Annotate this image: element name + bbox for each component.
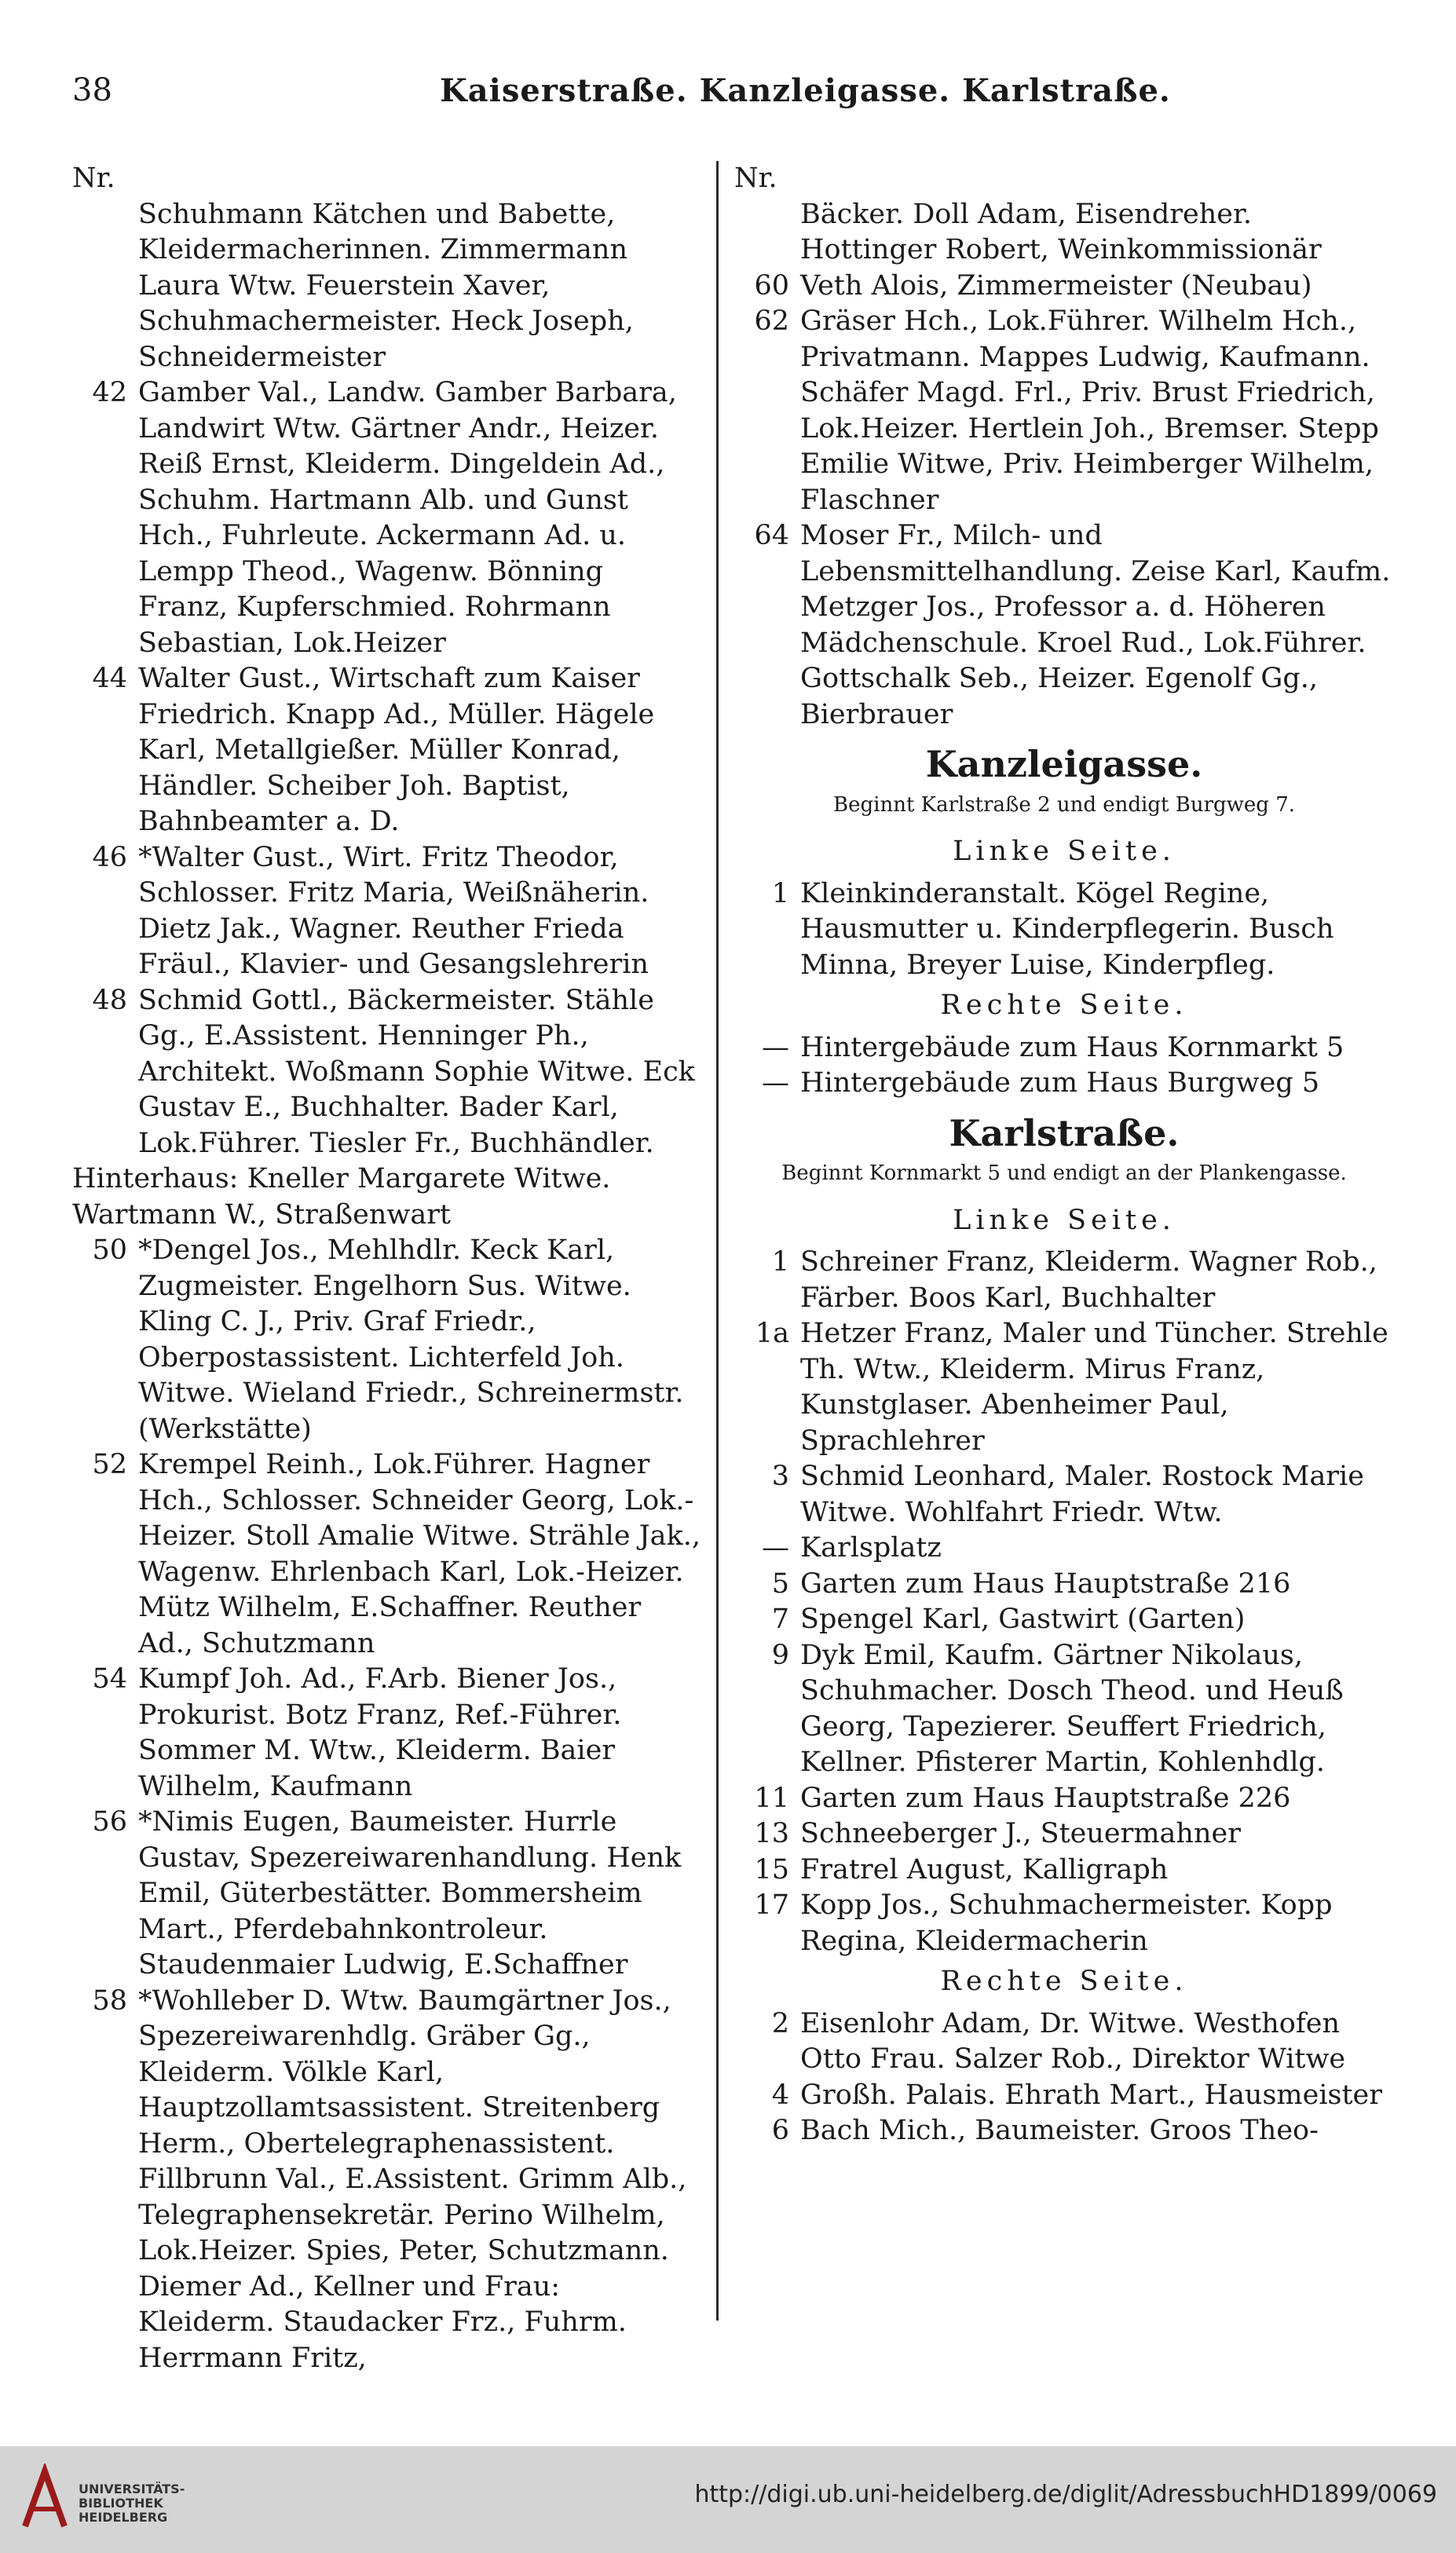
address-entry bbox=[72, 1805, 701, 1984]
side-title: Rechte Seite. bbox=[940, 1966, 1188, 1997]
address-entry bbox=[734, 1816, 1394, 1853]
library-name-line: HEIDELBERG bbox=[79, 2510, 168, 2525]
side-title: Linke Seite. bbox=[953, 836, 1176, 867]
entry-text: Hinterhaus: Kneller Margarete Witwe. Wartmann W., Straßenwart bbox=[72, 1163, 611, 1231]
address-entry bbox=[72, 1233, 701, 1447]
nr-heading: Nr. bbox=[72, 163, 115, 194]
address-entry bbox=[72, 1161, 701, 1233]
entry-text: Walter Gust., Wirtschaft zum Kaiser Friedrich. Knapp Ad., Müller. Hägele Karl, Metallgießer. Müller Konrad, Händler. Scheiber Joh. Baptist, Bahnbeamter a. D. bbox=[138, 663, 655, 837]
address-entry bbox=[734, 1602, 1394, 1638]
entry-text: Moser Fr., Milch- und Lebensmittelhandlung. Zeise Karl, Kaufm. Metzger Jos., Professor a. d. Höheren Mädchenschule. Kroel Rud., Lok.Führer. Gottschalk Seb., Heizer. Egenolf Gg., Bierbrauer bbox=[800, 520, 1391, 730]
address-entry bbox=[734, 518, 1394, 733]
house-number: — bbox=[762, 1031, 789, 1063]
address-entry bbox=[734, 1316, 1394, 1459]
street-title: Kanzleigasse. bbox=[925, 743, 1203, 785]
footer-bar bbox=[0, 2446, 1456, 2553]
entry-text: Schmid Leonhard, Maler. Rostock Marie Witwe. Wohlfahrt Friedr. Wtw. bbox=[800, 1461, 1364, 1528]
entry-text: *Wohlleber D. Wtw. Baumgärtner Jos., Spezereiwarenhdlg. Gräber Gg., Kleiderm. Völkle Karl, Hauptzollamtsassistent. Streitenberg Herm., Obertelegraphenassistent. Fillbrunn Val., E.Assistent. Grimm Alb., Telegraphensekretär. Perino Wilhelm, Lok.Heizer. Spies, Peter, Schutzmann. Diemer Ad., Kellner und Frau: Kleiderm. Staudacker Frz., Fuhrm. Herrmann Fritz, bbox=[138, 1984, 687, 2374]
address-entry bbox=[734, 1066, 1394, 1102]
address-entry bbox=[734, 1853, 1394, 1889]
right-column bbox=[734, 161, 1394, 2149]
address-entry bbox=[734, 1638, 1394, 1781]
house-number: 11 bbox=[754, 1782, 789, 1814]
address-entry bbox=[734, 1531, 1394, 1567]
address-entry bbox=[72, 661, 701, 840]
address-entry bbox=[734, 876, 1394, 984]
source-url[interactable]: http://digi.ub.uni-heidelberg.de/diglit/AdressbuchHD1899/0069 bbox=[694, 2481, 1437, 2508]
entry-text: Großh. Palais. Ehrath Mart., Hausmeister bbox=[800, 2079, 1382, 2111]
house-number: 1a bbox=[755, 1318, 789, 1349]
address-entry bbox=[734, 1459, 1394, 1531]
continuation-text: Schuhmann Kätchen und Babette, Kleidermacherinnen. Zimmermann Laura Wtw. Feuerstein Xaver, Schuhmachermeister. Heck Joseph, Schneidermeister bbox=[138, 198, 634, 373]
entry-text: Garten zum Haus Hauptstraße 216 bbox=[800, 1567, 1291, 1600]
address-entry bbox=[734, 2113, 1394, 2149]
address-entry bbox=[72, 1984, 701, 2377]
house-number: — bbox=[762, 1532, 789, 1564]
house-number: 2 bbox=[771, 2007, 789, 2039]
entry-text: Schreiner Franz, Kleiderm. Wagner Rob., Färber. Boos Karl, Buchhalter bbox=[800, 1246, 1377, 1314]
entry-text: Hintergebäude zum Haus Kornmarkt 5 bbox=[800, 1031, 1344, 1063]
house-number: 17 bbox=[754, 1889, 789, 1921]
house-number: 62 bbox=[754, 305, 789, 337]
house-number: 60 bbox=[754, 269, 789, 302]
entry-text: Karlsplatz bbox=[800, 1532, 942, 1564]
address-entry bbox=[72, 840, 701, 983]
address-entry bbox=[734, 269, 1394, 305]
entry-text: *Dengel Jos., Mehlhdlr. Keck Karl, Zugmeister. Engelhorn Sus. Witwe. Kling C. J., Priv. Graf Friedr., Oberpostassistent. Lichterfeld Joh. Witwe. Wieland Friedr., Schreinermstr. (Werkstätte) bbox=[138, 1234, 684, 1445]
address-entry bbox=[734, 2078, 1394, 2114]
entry-text: Gräser Hch., Lok.Führer. Wilhelm Hch., Privatmann. Mappes Ludwig, Kaufmann. Schäfer Magd. Frl., Priv. Brust Friedrich, Lok.Heizer. Hertlein Joh., Bremser. Stepp Emilie Witwe, Priv. Heimberger Wilhelm, Flaschner bbox=[800, 305, 1379, 516]
entry-text: Bach Mich., Baumeister. Groos Theo- bbox=[800, 2115, 1319, 2146]
entry-text: Kumpf Joh. Ad., F.Arb. Biener Jos., Prokurist. Botz Franz, Ref.-Führer. Sommer M. Wtw., Kleiderm. Baier Wilhelm, Kaufmann bbox=[138, 1663, 622, 1802]
house-number: 48 bbox=[92, 984, 127, 1016]
house-number: 1 bbox=[771, 877, 789, 909]
entry-list bbox=[734, 876, 1394, 984]
house-number: 52 bbox=[92, 1449, 127, 1480]
house-number: 46 bbox=[92, 841, 127, 873]
house-number: 50 bbox=[92, 1234, 127, 1266]
address-entry bbox=[734, 1888, 1394, 1959]
house-number: — bbox=[762, 1067, 789, 1099]
address-entry bbox=[734, 304, 1394, 518]
house-number: 42 bbox=[92, 377, 127, 408]
address-entry bbox=[72, 1447, 701, 1662]
house-number: 56 bbox=[92, 1806, 127, 1838]
entry-text: *Nimis Eugen, Baumeister. Hurrle Gustav, Spezereiwarenhandlung. Henk Emil, Güterbestätter. Bommersheim Mart., Pferdebahnkontroleur. Staudenmaier Ludwig, E.Schaffner bbox=[138, 1806, 682, 1981]
entry-list bbox=[734, 269, 1394, 733]
side-title: Rechte Seite. bbox=[940, 989, 1188, 1021]
house-number: 44 bbox=[92, 663, 127, 694]
house-number: 13 bbox=[754, 1818, 789, 1849]
entry-text: Gamber Val., Landw. Gamber Barbara, Landwirt Wtw. Gärtner Andr., Heizer. Reiß Ernst, Kleiderm. Dingeldein Ad., Schuhm. Hartmann Alb. und Gunst Hch., Fuhrleute. Ackermann Ad. u. Lempp Theod., Wagenw. Bönning Franz, Kupferschmied. Rohrmann Sebastian, Lok.Heizer bbox=[138, 377, 677, 659]
house-number: 7 bbox=[771, 1604, 789, 1635]
address-entry bbox=[734, 1245, 1394, 1316]
library-name bbox=[79, 2482, 196, 2525]
continuation-text: Bäcker. Doll Adam, Eisendreher. Hottinger Robert, Weinkommissionär bbox=[800, 198, 1322, 265]
address-entry bbox=[734, 1030, 1394, 1066]
house-number: 3 bbox=[771, 1461, 789, 1492]
house-number: 6 bbox=[771, 2115, 789, 2146]
entry-text: Garten zum Haus Hauptstraße 226 bbox=[800, 1782, 1291, 1814]
left-column bbox=[72, 161, 701, 2376]
entry-text: Kleinkinderanstalt. Kögel Regine, Hausmutter u. Kinderpflegerin. Busch Minna, Breyer Luise, Kinderpfleg. bbox=[800, 877, 1334, 981]
house-number: 4 bbox=[771, 2079, 789, 2111]
address-entry bbox=[72, 1662, 701, 1805]
entry-text: Dyk Emil, Kaufm. Gärtner Nikolaus, Schuhmacher. Dosch Theod. und Heuß Georg, Tapezierer. Seuffert Friedrich, Kellner. Pfisterer Martin, Kohlenhdlg. bbox=[800, 1639, 1344, 1778]
entry-text: Krempel Reinh., Lok.Führer. Hagner Hch., Schlosser. Schneider Georg, Lok.-Heizer. Stoll Amalie Witwe. Strähle Jak., Wagenw. Ehrlenbach Karl, Lok.-Heizer. Mütz Wilhelm, E.Schaffner. Reuther Ad., Schutzmann bbox=[138, 1449, 701, 1659]
entry-list bbox=[734, 1030, 1394, 1102]
page-number: 38 bbox=[72, 72, 112, 108]
entry-text: Schneeberger J., Steuermahner bbox=[800, 1818, 1241, 1849]
house-number: 1 bbox=[771, 1246, 789, 1278]
house-number: 5 bbox=[771, 1567, 789, 1600]
entry-text: Hetzer Franz, Maler und Tüncher. Strehle Th. Wtw., Kleiderm. Mirus Franz, Kunstglaser. Abenheimer Paul, Sprachlehrer bbox=[800, 1318, 1388, 1457]
entry-text: Spengel Karl, Gastwirt (Garten) bbox=[800, 1604, 1246, 1635]
library-logo-icon bbox=[17, 2463, 72, 2539]
address-entry bbox=[734, 2006, 1394, 2078]
house-number: 9 bbox=[771, 1639, 789, 1671]
house-number: 58 bbox=[92, 1984, 127, 2017]
house-number: 15 bbox=[754, 1853, 789, 1885]
address-entry bbox=[734, 1781, 1394, 1817]
running-head: Kaiserstraße. Kanzleigasse. Karlstraße. bbox=[440, 72, 1171, 109]
house-number: 54 bbox=[92, 1663, 127, 1695]
address-entry bbox=[72, 375, 701, 661]
library-name-line: UNIVERSITÄTS- bbox=[79, 2482, 185, 2496]
address-entry bbox=[72, 983, 701, 1162]
entry-text: *Walter Gust., Wirt. Fritz Theodor, Schlosser. Fritz Maria, Weißnäherin. Dietz Jak., Wagner. Reuther Frieda Fräul., Klavier- und Gesangslehrerin bbox=[138, 841, 649, 980]
entry-text: Veth Alois, Zimmermeister (Neubau) bbox=[800, 269, 1312, 302]
entry-text: Eisenlohr Adam, Dr. Witwe. Westhofen Otto Frau. Salzer Rob., Direktor Witwe bbox=[800, 2007, 1346, 2075]
entry-text: Schmid Gottl., Bäckermeister. Stähle Gg., E.Assistent. Henninger Ph., Architekt. Woßmann Sophie Witwe. Eck Gustav E., Buchhalter. Bader Karl, Lok.Führer. Tiesler Fr., Buchhändler. bbox=[138, 984, 695, 1159]
side-title: Linke Seite. bbox=[953, 1204, 1176, 1236]
entry-list bbox=[734, 2006, 1394, 2149]
entry-text: Hintergebäude zum Haus Burgweg 5 bbox=[800, 1067, 1320, 1099]
street-begin-note: Beginnt Kornmarkt 5 und endigt an der Plankengasse. bbox=[781, 1161, 1347, 1185]
entry-list bbox=[72, 375, 701, 2376]
house-number: 64 bbox=[754, 520, 789, 551]
entry-text: Kopp Jos., Schuhmachermeister. Kopp Regina, Kleidermacherin bbox=[800, 1889, 1333, 1957]
library-name-line: BIBLIOTHEK bbox=[79, 2496, 163, 2511]
street-begin-note: Beginnt Karlstraße 2 und endigt Burgweg 7. bbox=[833, 792, 1295, 817]
column-rule bbox=[716, 161, 719, 2321]
street-title: Karlstraße. bbox=[949, 1111, 1180, 1154]
nr-heading: Nr. bbox=[734, 163, 777, 194]
address-entry bbox=[734, 1567, 1394, 1603]
entry-list bbox=[734, 1245, 1394, 1959]
entry-text: Fratrel August, Kalligraph bbox=[800, 1853, 1169, 1885]
